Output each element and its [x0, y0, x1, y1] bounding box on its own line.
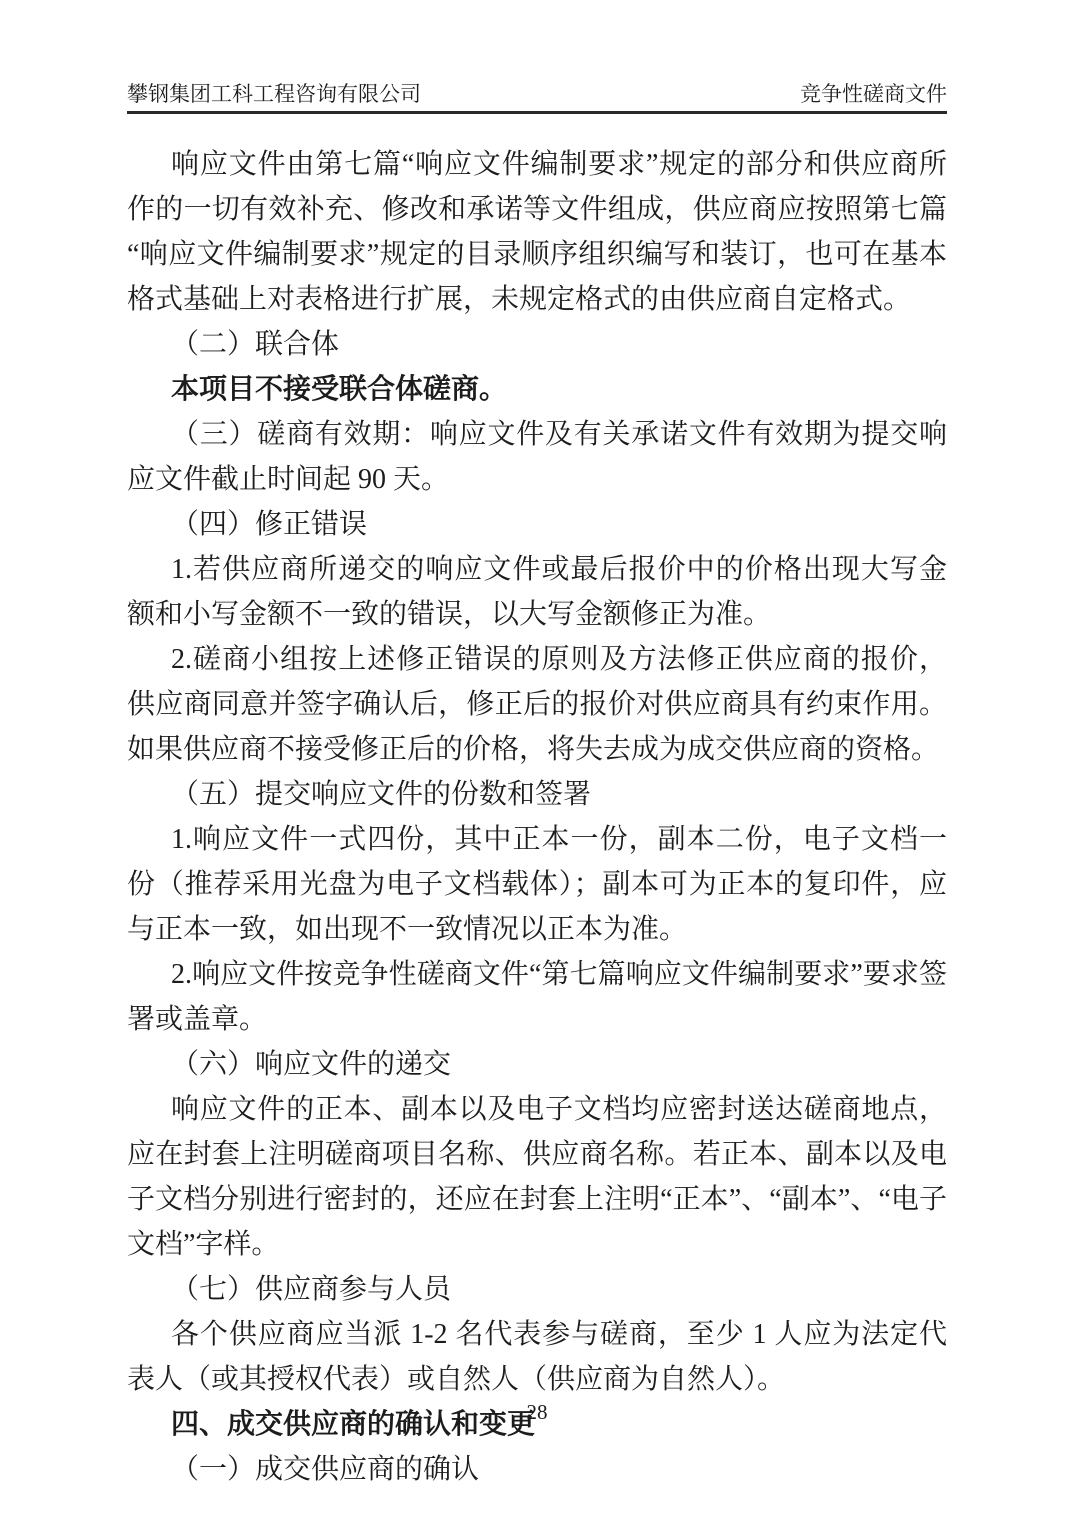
paragraph-response-file-composition: 响应文件由第七篇“响应文件编制要求”规定的部分和供应商所作的一切有效补充、修改和承诺等文件组成，供应商应按照第七篇“响应文件编制要求”规定的目录顺序组织编写和装订，也可在基本格式基础上对表格进行扩展，未规定格式的由供应商自定格式。: [127, 149, 947, 315]
paragraph-correction-rule-1: 1.若供应商所递交的响应文件或最后报价中的价格出现大写金额和小写金额不一致的错误，以大写金额修正为准。: [127, 554, 947, 630]
paragraph-submission-sealing: 响应文件的正本、副本以及电子文档均应密封送达磋商地点，应在封套上注明磋商项目名称、供应商名称。若正本、副本以及电子文档分别进行密封的，还应在封套上注明“正本”、“副本”、“电子文档”字样。: [127, 1094, 947, 1260]
paragraph-copies-rule-2: 2.响应文件按竞争性磋商文件“第七篇响应文件编制要求”要求签署或盖章。: [127, 959, 947, 1035]
heading-section-7-participants: （七）供应商参与人员: [171, 1274, 452, 1305]
heading-section-5-copies-signing: （五）提交响应文件的份数和签署: [171, 779, 592, 810]
header-company-name: 攀钢集团工科工程咨询有限公司: [127, 82, 421, 106]
paragraph-copies-rule-1: 1.响应文件一式四份，其中正本一份，副本二份，电子文档一份（推荐采用光盘为电子文档载体）；副本可为正本的复印件，应与正本一致，如出现不一致情况以正本为准。: [127, 824, 947, 945]
paragraph-section-3-validity-period: （三）磋商有效期：响应文件及有关承诺文件有效期为提交响应文件截止时间起 90 天。: [127, 419, 947, 495]
heading-section-4-error-correction: （四）修正错误: [171, 509, 368, 540]
heading-section-6-submission: （六）响应文件的递交: [171, 1049, 452, 1080]
page-number: 28: [526, 1400, 548, 1424]
paragraph-participants-rule: 各个供应商应当派 1-2 名代表参与磋商，至少 1 人应为法定代表人（或其授权代表）或自然人（供应商为自然人）。: [127, 1319, 947, 1395]
heading-section-1-winner-confirmation: （一）成交供应商的确认: [171, 1454, 480, 1485]
paragraph-no-consortium-statement: 本项目不接受联合体磋商。: [171, 374, 508, 405]
heading-chapter-4-winner-confirmation: 四、成交供应商的确认和变更: [171, 1409, 536, 1440]
heading-section-2-consortium: （二）联合体: [171, 329, 340, 360]
page-header: [127, 0, 947, 114]
header-document-type: 竞争性磋商文件: [800, 82, 947, 106]
document-body: [127, 114, 947, 1492]
paragraph-correction-rule-2: 2.磋商小组按上述修正错误的原则及方法修正供应商的报价，供应商同意并签字确认后，修正后的报价对供应商具有约束作用。如果供应商不接受修正后的价格，将失去成为成交供应商的资格。: [127, 644, 947, 765]
